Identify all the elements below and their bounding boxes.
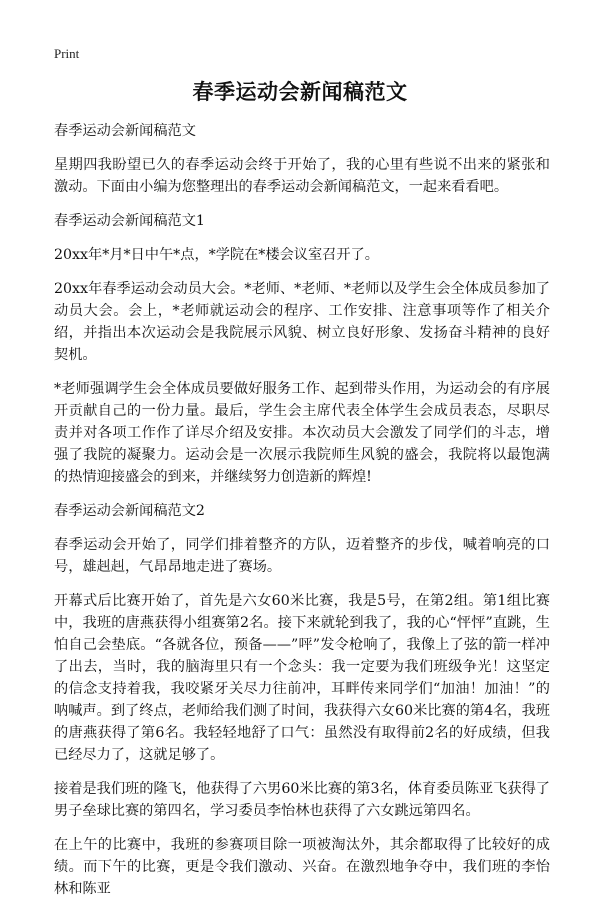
paragraph: *老师强调学生会全体成员要做好服务工作、起到带头作用，为运动会的有序展开贡献自己的一份力量。最后，学生会主席代表全体学生会成员表态，尽职尽责并对各项工作作了详尽介绍及安排。本次动员大会激发了同学们的斗志，增强了我院的凝聚力。运动会是一次展示我院师生风貌的盛会，我院将以最饱满的热情迎接盛会的到来，并继续努力创造新的辉煌! — [54, 381, 550, 485]
paragraph: 20xx年春季运动会动员大会。*老师、*老师、*老师以及学生会全体成员参加了动员大会。会上，*老师就运动会的程序、工作安排、注意事项等作了相关介绍，并指出本次运动会是我院展示风貌、树立良好形象、发扬奋斗精神的良好契机。 — [54, 281, 550, 363]
document-body — [54, 120, 550, 912]
paragraph: 在上午的比赛中，我班的参赛项目除一项被淘汰外，其余都取得了比较好的成绩。而下午的比赛，更是令我们激动、兴奋。在激烈地争夺中，我们班的李怡林和陈亚 — [54, 837, 550, 897]
section-heading: 春季运动会新闻稿范文1 — [54, 213, 205, 229]
document-title: 春季运动会新闻稿范文 — [192, 79, 408, 104]
print-link[interactable]: Print — [54, 46, 80, 61]
paragraph: 春季运动会开始了，同学们排着整齐的方队，迈着整齐的步伐，喊着响亮的口号，雄赳赳，气昂昂地走进了赛场。 — [54, 537, 550, 575]
section-heading: 春季运动会新闻稿范文 — [54, 123, 196, 139]
paragraph: 开幕式后比赛开始了，首先是六女60米比赛，我是5号，在第2组。第1组比赛中，我班的唐燕获得小组赛第2名。接下来就轮到我了，我的心“怦怦”直跳，生怕自己会垫底。“各就各位，预备——”呯”发令枪响了，我像上了弦的箭一样冲了出去，当时，我的脑海里只有一个念头：我一定要为我们班级争光！这坚定的信念支持着我，我咬紧牙关尽力往前冲，耳畔传来同学们“加油！加油！”的呐喊声。到了终点，老师给我们测了时间，我获得六女60米比赛的第4名，我班的唐燕获得了第6名。我轻轻地舒了口气：虽然没有取得前2名的好成绩，但我已经尽力了，这就足够了。 — [54, 593, 550, 763]
paragraph: 接着是我们班的隆飞，他获得了六男60米比赛的第3名，体育委员陈亚飞获得了男子垒球比赛的第四名，学习委员李怡林也获得了六女跳远第四名。 — [54, 781, 550, 819]
paragraph: 20xx年*月*日中午*点，*学院在*楼会议室召开了。 — [54, 247, 379, 263]
section-heading: 春季运动会新闻稿范文2 — [54, 503, 205, 519]
paragraph: 星期四我盼望已久的春季运动会终于开始了，我的心里有些说不出来的紧张和激动。下面由小编为您整理出的春季运动会新闻稿范文，一起来看看吧。 — [54, 157, 550, 195]
